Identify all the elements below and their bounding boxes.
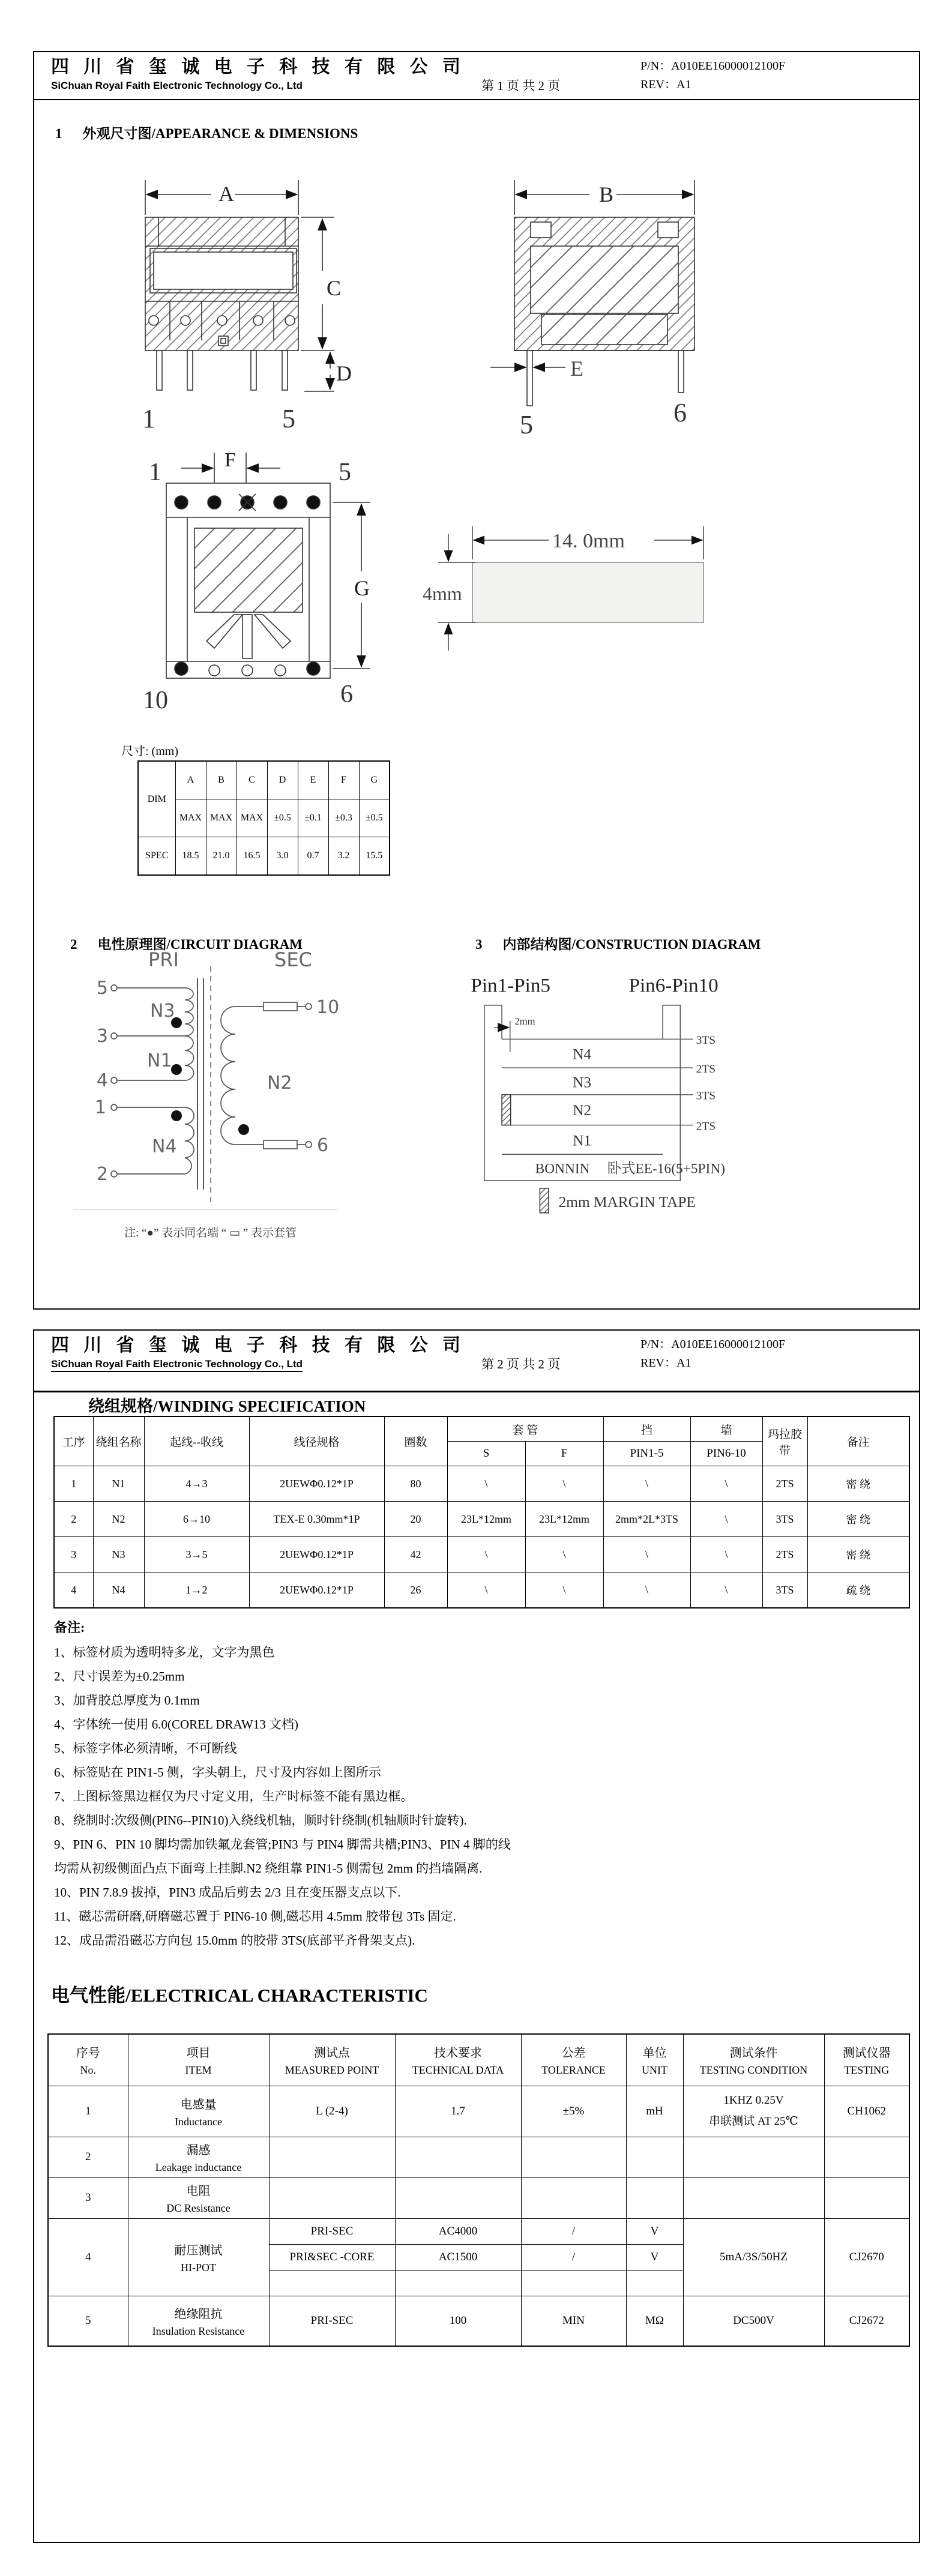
table-cell <box>626 2270 683 2296</box>
label-strip-drawing <box>421 493 782 673</box>
construction-diagram <box>453 955 921 1254</box>
table-cell: 15.5 <box>359 837 390 876</box>
table-cell: ±0.1 <box>298 799 328 837</box>
winding-spec-table <box>53 1416 910 1608</box>
winding-header-step: 工序 <box>54 1416 93 1466</box>
winding-n3-label: N3 <box>150 1001 175 1022</box>
table-cell: 2mm*2L*3TS <box>603 1502 690 1537</box>
item-label-cn: 耐压测试 <box>174 2243 223 2257</box>
table-cell: DC500V <box>683 2296 824 2346</box>
table-cell: 4 <box>48 2218 128 2296</box>
table-cell: MAX <box>236 799 267 837</box>
table-cell: 3 <box>48 2177 128 2218</box>
construction-right-pins-label: Pin6-Pin10 <box>628 974 719 997</box>
table-cell: MΩ <box>626 2296 683 2346</box>
elec-header-cond <box>683 2034 824 2086</box>
winding-n1-label: N1 <box>147 1050 172 1071</box>
table-cell: 21.0 <box>206 837 236 876</box>
header-label-cn: 项目 <box>186 2047 211 2060</box>
layer-n3-label: N3 <box>573 1074 592 1091</box>
winding-header-pin610: PIN6-10 <box>690 1442 762 1466</box>
table-cell: ±0.5 <box>359 799 390 837</box>
dim-g-label: G <box>354 576 370 600</box>
part-number-block <box>640 1335 785 1373</box>
list-item: 4、字体统一使用 6.0(COREL DRAW13 文档) <box>54 1717 299 1732</box>
sleeve-symbol-bottom <box>264 1140 297 1149</box>
winding-header-s: S <box>447 1442 525 1466</box>
table-cell: 3.0 <box>267 837 298 876</box>
rev-value: A1 <box>676 78 691 91</box>
company-block <box>51 57 465 92</box>
table-cell: \ <box>690 1466 762 1502</box>
dim-d-label: D <box>336 361 352 385</box>
table-cell: CJ2670 <box>824 2218 909 2296</box>
table-cell: N1 <box>93 1466 144 1502</box>
sec-label: SEC <box>274 949 312 971</box>
table-row <box>54 1572 909 1608</box>
table-cell: 100 <box>395 2296 521 2346</box>
list-item: 1、标签材质为透明特多龙，文字为黑色 <box>54 1645 275 1660</box>
polarity-dot-n1 <box>171 1064 182 1075</box>
notes-title: 备注: <box>54 1620 85 1635</box>
table-row <box>48 2137 909 2177</box>
dim-b-label: B <box>599 182 614 206</box>
spec-sheet-page-1 <box>33 51 920 1310</box>
table-cell <box>269 2137 395 2177</box>
table-cell: 0.7 <box>298 837 328 876</box>
table-cell <box>626 2177 683 2218</box>
table-cell: CJ2672 <box>824 2296 909 2346</box>
table-cell <box>128 2177 269 2218</box>
table-cell: 2UEWΦ0.12*1P <box>249 1466 384 1502</box>
list-item: 6、标签贴在 PIN1-5 侧，字头朝上，尺寸及内容如上图所示 <box>54 1765 381 1780</box>
header-label-en: TESTING CONDITION <box>699 2064 808 2077</box>
pin-4-label: 4 <box>96 1070 108 1091</box>
elec-header-item <box>128 2034 269 2086</box>
table-cell: L (2-4) <box>269 2086 395 2137</box>
margin-dim-label: 2mm <box>514 1015 535 1027</box>
winding-header-f: F <box>525 1442 603 1466</box>
table-cell <box>683 2177 824 2218</box>
table-cell: 3→5 <box>144 1537 249 1572</box>
item-label-en: Leakage inductance <box>155 2161 242 2173</box>
sleeve-symbol-top <box>264 1002 297 1011</box>
table-cell: V <box>626 2244 683 2270</box>
table-cell: 4→3 <box>144 1466 249 1502</box>
table-cell: 1 <box>48 2086 128 2137</box>
table-cell: TEX-E 0.30mm*1P <box>249 1502 384 1537</box>
dim-f-label: F <box>224 449 236 471</box>
bottom-view-drawing <box>91 445 427 715</box>
table-cell: ±0.3 <box>328 799 359 837</box>
side-pin-6-label: 6 <box>673 398 687 427</box>
table-cell: / <box>521 2244 626 2270</box>
table-cell <box>395 2137 521 2177</box>
table-cell: MIN <box>521 2296 626 2346</box>
winding-header-name: 绕组名称 <box>93 1416 144 1466</box>
winding-header-route: 起线--收线 <box>144 1416 249 1466</box>
section1-number: 1 <box>55 126 62 141</box>
pin-1-label: 1 <box>94 1097 106 1118</box>
table-cell: \ <box>447 1466 525 1502</box>
part-number-row <box>640 1335 785 1354</box>
table-cell: 2 <box>48 2137 128 2177</box>
table-cell: \ <box>447 1537 525 1572</box>
header-rule <box>34 1391 919 1392</box>
rev-row <box>640 1354 785 1373</box>
table-cell: 2 <box>54 1502 93 1537</box>
table-cell: \ <box>690 1572 762 1608</box>
header-label-cn: 单位 <box>642 2047 667 2060</box>
table-cell: \ <box>525 1537 603 1572</box>
table-cell: PRI-SEC <box>269 2218 395 2244</box>
list-item: 8、绕制时:次级侧(PIN6--PIN10)入绕线机轴，顺时针绕制(机轴顺时针旋转). <box>54 1813 467 1828</box>
winding-header-tape: 玛拉胶带 <box>762 1416 807 1466</box>
dim-e-label: E <box>570 357 583 381</box>
winding-n4-label: N4 <box>152 1136 177 1157</box>
cond-line-1: 1KHZ 0.25V <box>723 2094 784 2107</box>
table-cell: C <box>236 761 267 799</box>
elec-header-no <box>48 2034 128 2086</box>
list-item: 2、尺寸误差为±0.25mm <box>54 1669 185 1684</box>
page1-header <box>34 52 919 100</box>
pn-label: P/N： <box>640 1338 672 1351</box>
winding-section-title: 绕组规格/WINDING SPECIFICATION <box>88 1397 366 1415</box>
table-cell <box>395 2270 521 2296</box>
dim-unit-note: 尺寸: (mm) <box>121 745 178 758</box>
spec-sheet-page-2 <box>33 1329 920 2543</box>
table-row <box>48 2086 909 2137</box>
header-label-cn: 技术要求 <box>434 2047 482 2060</box>
dimension-table <box>137 760 390 876</box>
circuit-legend-note: 注: “●” 表示同名端 “ ▭ ” 表示套管 <box>124 1227 297 1239</box>
cond-line-2: 串联测试 AT 25℃ <box>709 2115 798 2128</box>
item-label-cn: 漏感 <box>186 2144 211 2157</box>
table-cell <box>128 2296 269 2346</box>
bobbin-caption: BONNIN 卧式EE-16(5+5PIN) <box>535 1161 726 1177</box>
pn-label: P/N： <box>640 59 672 73</box>
margin-tape-block <box>502 1095 511 1125</box>
list-item: 5、标签字体必须清晰，不可断线 <box>54 1741 237 1756</box>
table-cell: MAX <box>206 799 236 837</box>
table-cell: mH <box>626 2086 683 2137</box>
table-cell <box>521 2137 626 2177</box>
item-label-en: HI-POT <box>181 2261 216 2274</box>
table-cell: 2TS <box>762 1466 807 1502</box>
company-name-en: SiChuan Royal Faith Electronic Technology Co., Ltd <box>51 1358 303 1372</box>
company-name-en: SiChuan Royal Faith Electronic Technology Co., Ltd <box>51 80 303 91</box>
table-cell: ±0.5 <box>267 799 298 837</box>
table-row <box>54 1466 909 1502</box>
header-label-cn: 测试条件 <box>729 2047 778 2060</box>
table-cell: 5 <box>48 2296 128 2346</box>
table-cell: \ <box>525 1466 603 1502</box>
header-label-en: No. <box>80 2064 96 2077</box>
table-cell: AC4000 <box>395 2218 521 2244</box>
tape-label-3: 3TS <box>696 1089 716 1103</box>
header-label-en: UNIT <box>642 2064 667 2077</box>
dim-c-label: C <box>327 276 342 300</box>
side-pin-5-label: 5 <box>520 410 533 439</box>
construction-left-pins-label: Pin1-Pin5 <box>471 974 550 997</box>
elec-header-inst <box>824 2034 909 2086</box>
elec-header-point <box>269 2034 395 2086</box>
notes-list <box>54 1643 511 1955</box>
section1-text: 外观尺寸图/APPEARANCE & DIMENSIONS <box>82 126 358 141</box>
bottom-pin-1-label: 1 <box>149 459 161 486</box>
table-cell: N4 <box>93 1572 144 1608</box>
company-name-cn: 四 川 省 玺 诚 电 子 科 技 有 限 公 司 <box>51 1335 466 1355</box>
table-cell: 6→10 <box>144 1502 249 1537</box>
rev-label: REV： <box>640 78 676 91</box>
table-cell: N2 <box>93 1502 144 1537</box>
table-row <box>138 761 390 799</box>
side-view-drawing <box>475 157 836 445</box>
table-row <box>48 2218 909 2244</box>
list-item: 3、加背胶总厚度为 0.1mm <box>54 1693 200 1708</box>
winding-n2-coil <box>221 1007 235 1145</box>
table-cell: B <box>206 761 236 799</box>
table-cell <box>128 2137 269 2177</box>
table-cell: 26 <box>384 1572 447 1608</box>
table-cell <box>521 2177 626 2218</box>
section1-title <box>55 122 358 142</box>
elec-header-tol <box>521 2034 626 2086</box>
list-item: 均需从初级侧面凸点下面弯上挂脚.N2 绕组靠 PIN1-5 侧需包 2mm 的挡墙隔离. <box>54 1861 483 1876</box>
front-view-drawing <box>91 157 451 445</box>
table-cell <box>269 2270 395 2296</box>
table-cell: PRI&SEC -CORE <box>269 2244 395 2270</box>
table-row <box>138 837 390 876</box>
item-label-en: Inductance <box>175 2115 222 2128</box>
elec-header-data <box>395 2034 521 2086</box>
table-cell: 1.7 <box>395 2086 521 2137</box>
table-cell: AC1500 <box>395 2244 521 2270</box>
pn-value: A010EE16000012100F <box>671 59 786 73</box>
layer-n2-label: N2 <box>573 1102 592 1119</box>
table-cell <box>824 2177 909 2218</box>
table-cell: PRI-SEC <box>269 2296 395 2346</box>
electrical-section-title: 电气性能/ELECTRICAL CHARACTERISTIC <box>51 1985 428 2006</box>
table-cell: 80 <box>384 1466 447 1502</box>
table-cell: \ <box>447 1572 525 1608</box>
item-label-en: DC Resistance <box>166 2202 230 2214</box>
table-cell: / <box>521 2218 626 2244</box>
table-cell: \ <box>690 1537 762 1572</box>
list-item: 9、PIN 6、PIN 10 脚均需加铁氟龙套管;PIN3 与 PIN4 脚需共槽;PIN3、PIN 4 脚的线 <box>54 1837 511 1852</box>
page2-header <box>34 1331 919 1377</box>
margin-tape-legend-swatch <box>540 1188 549 1213</box>
table-cell: 23L*12mm <box>525 1502 603 1537</box>
pri-label: PRI <box>148 949 179 971</box>
table-cell: \ <box>525 1572 603 1608</box>
dim-corner-cell: DIM <box>138 761 175 837</box>
table-cell <box>128 2218 269 2296</box>
table-row <box>48 2177 909 2218</box>
tape-label-2: 2TS <box>696 1062 716 1076</box>
part-number-block <box>640 57 785 94</box>
pin-6-label: 6 <box>317 1135 329 1156</box>
table-row <box>48 2034 909 2086</box>
part-number-row <box>640 57 785 76</box>
table-cell: 密 绕 <box>807 1537 909 1572</box>
table-cell: \ <box>603 1537 690 1572</box>
header-label-en: TESTING <box>844 2064 890 2077</box>
winding-header-remark: 备注 <box>807 1416 909 1466</box>
table-cell: A <box>175 761 206 799</box>
table-row <box>54 1416 909 1442</box>
section3-title <box>475 933 761 953</box>
table-cell: 3TS <box>762 1572 807 1608</box>
table-cell: G <box>359 761 390 799</box>
tape-label-1: 3TS <box>696 1034 716 1047</box>
winding-header-wire: 线径规格 <box>249 1416 384 1466</box>
company-name-cn: 四 川 省 玺 诚 电 子 科 技 有 限 公 司 <box>51 57 466 77</box>
table-cell: 密 绕 <box>807 1466 909 1502</box>
table-cell: 42 <box>384 1537 447 1572</box>
item-label-cn: 绝缘阻抗 <box>174 2307 223 2321</box>
polarity-dot-n4 <box>171 1110 182 1121</box>
table-row <box>54 1502 909 1537</box>
header-label-cn: 公差 <box>561 2047 586 2060</box>
strip-height-label: 4mm <box>423 583 462 604</box>
electrical-table <box>47 2033 910 2347</box>
polarity-dot-n2 <box>238 1124 249 1135</box>
table-cell: 疏 绕 <box>807 1572 909 1608</box>
table-cell: 3 <box>54 1537 93 1572</box>
elec-header-unit <box>626 2034 683 2086</box>
table-cell: F <box>328 761 359 799</box>
table-cell: \ <box>690 1502 762 1537</box>
table-cell <box>824 2137 909 2177</box>
item-label-cn: 电感量 <box>180 2098 217 2111</box>
pin-2-label: 2 <box>96 1164 108 1185</box>
header-label-en: MEASURED POINT <box>285 2064 379 2077</box>
table-cell <box>128 2086 269 2137</box>
front-pin-1-label: 1 <box>142 404 155 433</box>
section3-text: 内部结构图/CONSTRUCTION DIAGRAM <box>502 937 761 952</box>
section2-number: 2 <box>70 937 77 952</box>
bottom-pin-10-label: 10 <box>143 687 168 714</box>
table-cell: 密 绕 <box>807 1502 909 1537</box>
list-item: 7、上图标签黑边框仅为尺寸定义用，生产时标签不能有黑边框。 <box>54 1789 414 1804</box>
table-cell: 1 <box>54 1466 93 1502</box>
table-cell: 23L*12mm <box>447 1502 525 1537</box>
table-cell: 2TS <box>762 1537 807 1572</box>
section3-number: 3 <box>475 937 483 952</box>
table-cell: 2UEWΦ0.12*1P <box>249 1537 384 1572</box>
strip-width-label: 14. 0mm <box>552 530 625 552</box>
table-cell: V <box>626 2218 683 2244</box>
table-cell: \ <box>603 1466 690 1502</box>
header-label-cn: 测试点 <box>314 2047 350 2060</box>
table-row <box>48 2296 909 2346</box>
table-cell: 1→2 <box>144 1572 249 1608</box>
winding-header-turns: 圈数 <box>384 1416 447 1466</box>
list-item: 12、成品需沿磁芯方向包 15.0mm 的胶带 3TS(底部平齐骨架支点). <box>54 1933 415 1948</box>
table-cell: 4 <box>54 1572 93 1608</box>
table-cell: ±5% <box>521 2086 626 2137</box>
table-cell <box>626 2137 683 2177</box>
table-cell: CH1062 <box>824 2086 909 2137</box>
page-number: 第 1 页 共 2 页 <box>481 79 561 93</box>
table-cell: 3TS <box>762 1502 807 1537</box>
section2-text: 电性原理图/CIRCUIT DIAGRAM <box>97 937 303 952</box>
table-cell: MAX <box>175 799 206 837</box>
table-cell: 20 <box>384 1502 447 1537</box>
item-label-en: Insulation Resistance <box>152 2325 245 2337</box>
bottom-pin-6-label: 6 <box>340 681 353 708</box>
header-label-en: TOLERANCE <box>541 2064 606 2077</box>
rev-row <box>640 76 785 94</box>
bottom-pin-5-label: 5 <box>339 459 351 486</box>
header-label-en: TECHNICAL DATA <box>412 2064 504 2077</box>
dim-a-label: A <box>218 182 234 206</box>
winding-header-pin15: PIN1-5 <box>603 1442 690 1466</box>
layer-n4-label: N4 <box>573 1046 592 1063</box>
table-cell <box>521 2270 626 2296</box>
tape-label-4: 2TS <box>696 1120 716 1133</box>
company-block <box>51 1335 465 1372</box>
table-cell <box>395 2177 521 2218</box>
table-cell: D <box>267 761 298 799</box>
table-cell: E <box>298 761 328 799</box>
winding-header-wall: 墙 <box>690 1416 762 1442</box>
table-cell <box>269 2177 395 2218</box>
table-cell: 16.5 <box>236 837 267 876</box>
pin-5-label: 5 <box>96 978 108 999</box>
rev-value: A1 <box>676 1356 691 1370</box>
table-row <box>54 1537 909 1572</box>
list-item: 11、磁芯需研磨,研磨磁芯置于 PIN6-10 侧,磁芯用 4.5mm 胶带包 3Ts 固定. <box>54 1909 456 1924</box>
header-label-en: ITEM <box>185 2064 212 2077</box>
pin-10-label: 10 <box>316 997 340 1018</box>
table-cell: 5mA/3S/50HZ <box>683 2218 824 2296</box>
list-item: 10、PIN 7.8.9 拔掉，PIN3 成品后剪去 2/3 且在变压器支点以下. <box>54 1885 401 1900</box>
layer-n1-label: N1 <box>573 1132 592 1149</box>
table-cell <box>683 2086 824 2137</box>
winding-n2-label: N2 <box>267 1073 292 1094</box>
pin-3-label: 3 <box>96 1026 108 1047</box>
item-label-cn: 电阻 <box>186 2185 211 2198</box>
header-label-cn: 测试仪器 <box>842 2047 891 2060</box>
pn-value: A010EE16000012100F <box>671 1338 786 1351</box>
page-number: 第 2 页 共 2 页 <box>481 1357 561 1371</box>
header-label-cn: 序号 <box>76 2047 100 2060</box>
dim-spec-label-cell: SPEC <box>138 837 175 876</box>
table-cell: 18.5 <box>175 837 206 876</box>
rev-label: REV： <box>640 1356 676 1370</box>
margin-tape-legend-label: 2mm MARGIN TAPE <box>558 1194 696 1211</box>
table-cell <box>683 2137 824 2177</box>
table-cell: \ <box>603 1572 690 1608</box>
table-row <box>138 799 390 837</box>
table-cell: N3 <box>93 1537 144 1572</box>
table-cell: 2UEWΦ0.12*1P <box>249 1572 384 1608</box>
winding-header-barrier: 挡 <box>603 1416 690 1442</box>
winding-header-sleeve: 套 管 <box>447 1416 603 1442</box>
front-pin-5-label: 5 <box>282 404 295 433</box>
table-cell: 3.2 <box>328 837 359 876</box>
